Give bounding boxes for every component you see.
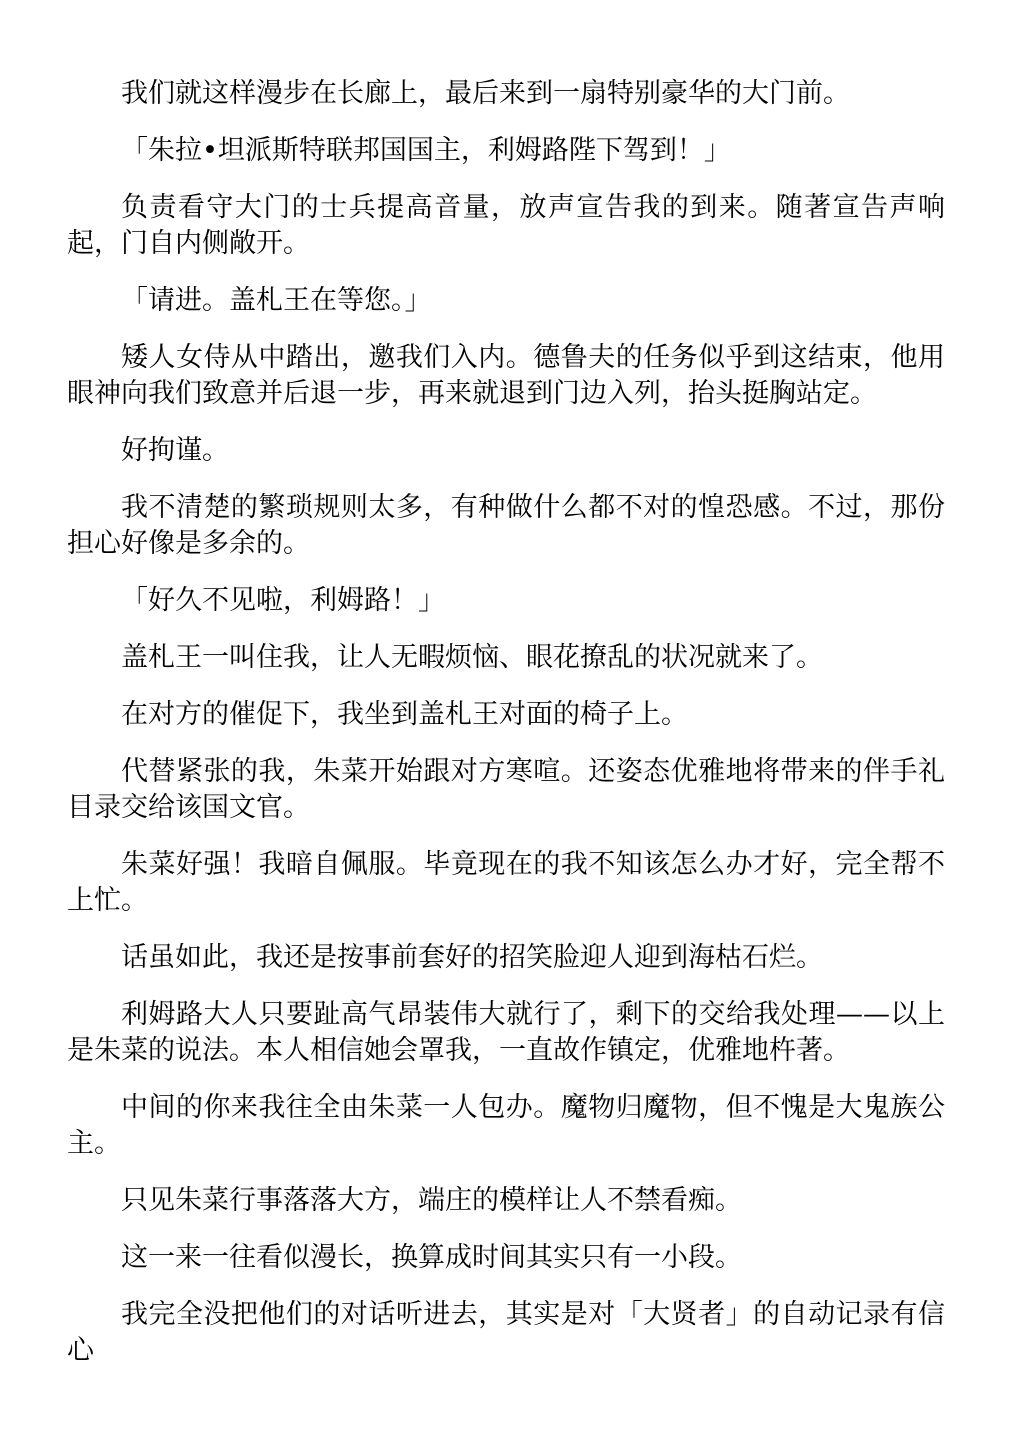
paragraph-13: 话虽如此，我还是按事前套好的招笑脸迎人迎到海枯石烂。: [121, 942, 823, 973]
paragraph-7: 我不清楚的繁琐规则太多，有种做什么都不对的惶恐感。不过，那份担心好像是多余的。: [67, 492, 945, 559]
paragraph-3: 负责看守大门的士兵提高音量，放声宣告我的到来。随著宣告声响起，门自内侧敞开。: [67, 192, 945, 259]
paragraph-6: 好拘谨。: [121, 435, 229, 466]
paragraph-10: 在对方的催促下，我坐到盖札王对面的椅子上。: [121, 699, 688, 730]
paragraph-9: 盖札王一叫住我，让人无暇烦恼、眼花撩乱的状况就来了。: [121, 642, 823, 673]
paragraph-15: 中间的你来我往全由朱菜一人包办。魔物归魔物，但不愧是大鬼族公主。: [67, 1092, 945, 1159]
paragraph-16: 只见朱菜行事落落大方，端庄的模样让人不禁看痴。: [121, 1185, 742, 1216]
paragraph-8: 「好久不见啦，利姆路！」: [121, 585, 445, 616]
paragraph-5: 矮人女侍从中踏出，邀我们入内。德鲁夫的任务似乎到这结束，他用眼神向我们致意并后退一步，再来就退到门边入列，抬头挺胸站定。: [67, 342, 945, 409]
paragraph-18: 我完全没把他们的对话听进去，其实是对「大贤者」的自动记录有信心: [67, 1299, 945, 1366]
paragraph-11: 代替紧张的我，朱菜开始跟对方寒喧。还姿态优雅地将带来的伴手礼目录交给该国文官。: [67, 756, 945, 823]
paragraph-14: 利姆路大人只要趾高气昂装伟大就行了，剩下的交给我处理——以上是朱菜的说法。本人相信她会罩我，一直故作镇定，优雅地杵著。: [67, 999, 945, 1066]
paragraph-1: 我们就这样漫步在长廊上，最后来到一扇特别豪华的大门前。: [121, 78, 850, 109]
paragraph-12: 朱菜好强！我暗自佩服。毕竟现在的我不知该怎么办才好，完全帮不上忙。: [67, 849, 945, 916]
paragraph-2: 「朱拉•坦派斯特联邦国国主，利姆路陛下驾到！」: [121, 135, 731, 166]
paragraph-17: 这一来一往看似漫长，换算成时间其实只有一小段。: [121, 1242, 742, 1273]
paragraph-4: 「请进。盖札王在等您。」: [121, 285, 432, 316]
